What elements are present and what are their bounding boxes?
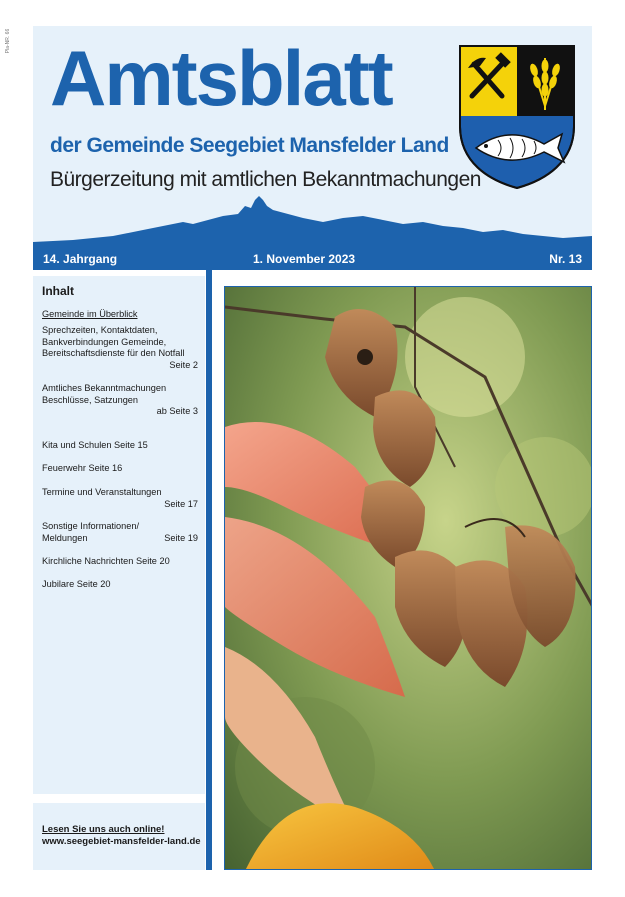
toc-item[interactable]: Termine und Veranstaltungen Seite 17 [42,487,198,509]
lantern-plant-photo [225,287,592,870]
toc-item[interactable]: Kirchliche Nachrichten Seite 20 [42,556,170,566]
toc-item[interactable]: Amtliches Bekanntmachungen Beschlüsse, Satzungen ab Seite 3 [42,383,198,416]
toc-item[interactable]: Jubilare Seite 20 [42,579,111,589]
page-title: Amtsblatt [50,34,392,122]
town-skyline [33,196,592,248]
toc-page: Seite 19 [164,533,198,543]
toc-item[interactable]: Sprechzeiten, Kontaktdaten, Bankverbindungen Gemeinde, Bereitschaftsdienste für den Notfall Seite 2 [42,325,198,370]
online-heading: Lesen Sie uns auch online! [42,824,165,835]
subtitle: der Gemeinde Seegebiet Mansfelder Land [50,134,449,157]
website-link[interactable]: www.seegebiet-mansfelder-land.de [42,836,201,847]
toc-item[interactable]: Kita und Schulen Seite 15 [42,440,148,450]
toc-title: Inhalt [42,284,74,298]
tagline: Bürgerzeitung mit amtlichen Bekanntmachungen [50,168,481,191]
online-notice [42,824,201,848]
cover-photo [224,286,592,870]
coat-of-arms [458,44,576,190]
volume-label: 14. Jahrgang [43,252,118,266]
toc-item[interactable]: Sonstige Informationen/ Meldungen [42,521,140,543]
side-code: Pla-NR. 66 [5,28,12,54]
issue-info-bar [33,248,592,270]
issue-date: 1. November 2023 [253,252,356,266]
toc-item[interactable]: Feuerwehr Seite 16 [42,463,123,473]
issue-number: Nr. 13 [549,252,582,266]
toc-section-heading: Gemeinde im Überblick [42,309,138,319]
divider [206,270,212,870]
